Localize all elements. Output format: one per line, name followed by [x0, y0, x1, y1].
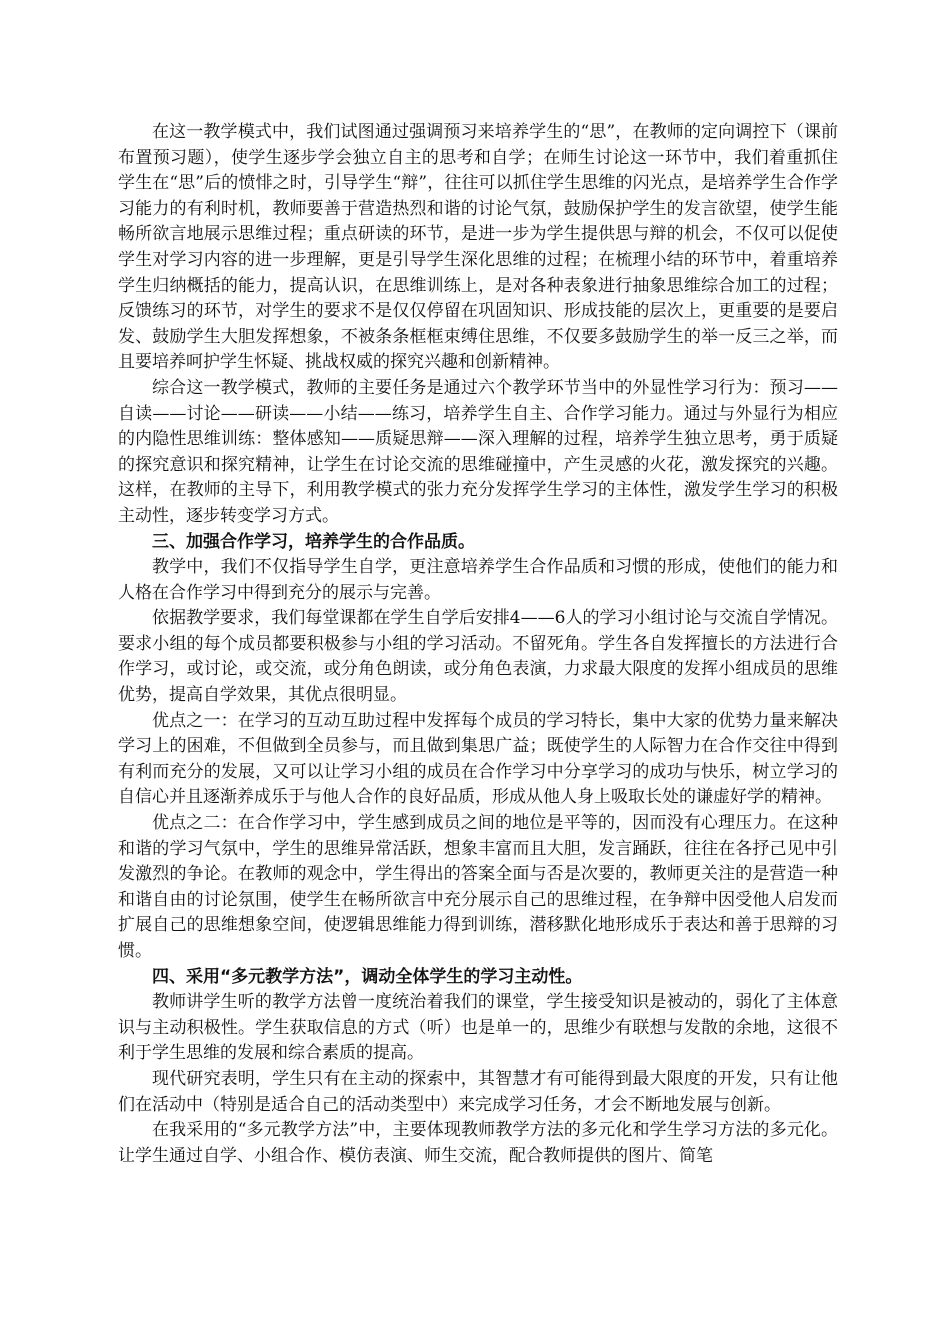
paragraph-modern-research: 现代研究表明，学生只有在主动的探索中，其智慧才有可能得到最大限度的开发，只有让他们在活动中（特别是适合自己的活动类型中）来完成学习任务，才会不断地发展与创新。	[118, 1068, 838, 1115]
paragraph-multiple-methods-detail: 在我采用的“多元教学方法”中，主要体现教师教学方法的多元化和学生学习方法的多元化。让学生通过自学、小组合作、模仿表演、师生交流，配合教师提供的图片、简笔	[118, 1120, 838, 1166]
section-heading-cooperative-learning: 三、加强合作学习，培养学生的合作品质。	[152, 531, 475, 552]
paragraph-traditional-method: 教师讲学生听的教学方法曾一度统治着我们的课堂，学生接受知识是被动的，弱化了主体意识与主动积极性。学生获取信息的方式（听）也是单一的，思维少有联想与发散的余地，这很不利于学生思维的发展和综合素质的提高。	[118, 992, 838, 1064]
paragraph-advantage-two: 优点之二：在合作学习中，学生感到成员之间的地位是平等的，因而没有心理压力。在这种和谐的学习气氛中，学生的思维异常活跃，想象丰富而且大胆，发言踊跃，往往在各抒己见中引发激烈的争论。在教师的观念中，学生得出的答案全面与否是次要的，教师更关注的是营造一种和谐自由的讨论氛围，使学生在畅所欲言中充分展示自己的思维过程，在争辩中因受他人启发而扩展自己的思维想象空间，使逻辑思维能力得到训练，潜移默化地形成乐于表达和善于思辩的习惯。	[118, 813, 838, 961]
paragraph-advantage-one: 优点之一：在学习的互动互助过程中发挥每个成员的学习特长，集中大家的优势力量来解决学习上的困难，不但做到全员参与，而且做到集思广益；既使学生的人际智力在合作交往中得到有利而充分的发展，又可以让学习小组的成员在合作学习中分享学习的成功与快乐，树立学习的自信心并且逐渐养成乐于与他人合作的良好品质，形成从他人身上吸取长处的谦虚好学的精神。	[118, 710, 838, 808]
section-heading-multiple-methods: 四、采用“多元教学方法”，调动全体学生的学习主动性。	[152, 966, 583, 987]
paragraph-cooperative-intro: 教学中，我们不仅指导学生自学，更注意培养学生合作品质和习惯的形成，使他们的能力和人格在合作学习中得到充分的展示与完善。	[118, 557, 838, 603]
document-body	[118, 120, 838, 1169]
paragraph-group-discussion: 依据教学要求，我们每堂课都在学生自学后安排4——6人的学习小组讨论与交流自学情况。要求小组的每个成员都要积极参与小组的学习活动。不留死角。学生各自发挥擅长的方法进行合作学习，或讨论，或交流，或分角色朗读，或分角色表演，力求最大限度的发挥小组成员的思维优势，提高自学效果，其优点很明显。	[118, 608, 838, 706]
paragraph-teaching-model-summary: 综合这一教学模式，教师的主要任务是通过六个教学环节当中的外显性学习行为：预习——自读——讨论——研读——小结——练习，培养学生自主、合作学习能力。通过与外显行为相应的内隐性思维训练：整体感知——质疑思辩——深入理解的过程，培养学生独立思考，勇于质疑的探究意识和探究精神，让学生在讨论交流的思维碰撞中，产生灵感的火花，激发探究的兴趣。这样，在教师的主导下，利用教学模式的张力充分发挥学生学习的主体性，激发学生学习的积极主动性，逐步转变学习方式。	[118, 377, 838, 526]
paragraph-teaching-model-intro: 在这一教学模式中，我们试图通过强调预习来培养学生的“思”，在教师的定向调控下（课前布置预习题），使学生逐步学会独立自主的思考和自学；在师生讨论这一环节中，我们着重抓住学生在“思”后的愤悱之时，引导学生“辩”，往往可以抓住学生思维的闪光点，是培养学生合作学习能力的有利时机，教师要善于营造热烈和谐的讨论气氛，鼓励保护学生的发言欲望，使学生能畅所欲言地展示思维过程；重点研读的环节，是进一步为学生提供思与辩的机会，不仅可以促使学生对学习内容的进一步理解，更是引导学生深化思维的过程；在梳理小结的环节中，着重培养学生归纳概括的能力，提高认识，在思维训练上，是对各种表象进行抽象思维综合加工的过程；反馈练习的环节，对学生的要求不是仅仅停留在巩固知识、形成技能的层次上，更重要的是要启发、鼓励学生大胆发挥想象，不被条条框框束缚住思维，不仅要多鼓励学生的举一反三之举，而且要培养呵护学生怀疑、挑战权威的探究兴趣和创新精神。	[118, 122, 838, 373]
